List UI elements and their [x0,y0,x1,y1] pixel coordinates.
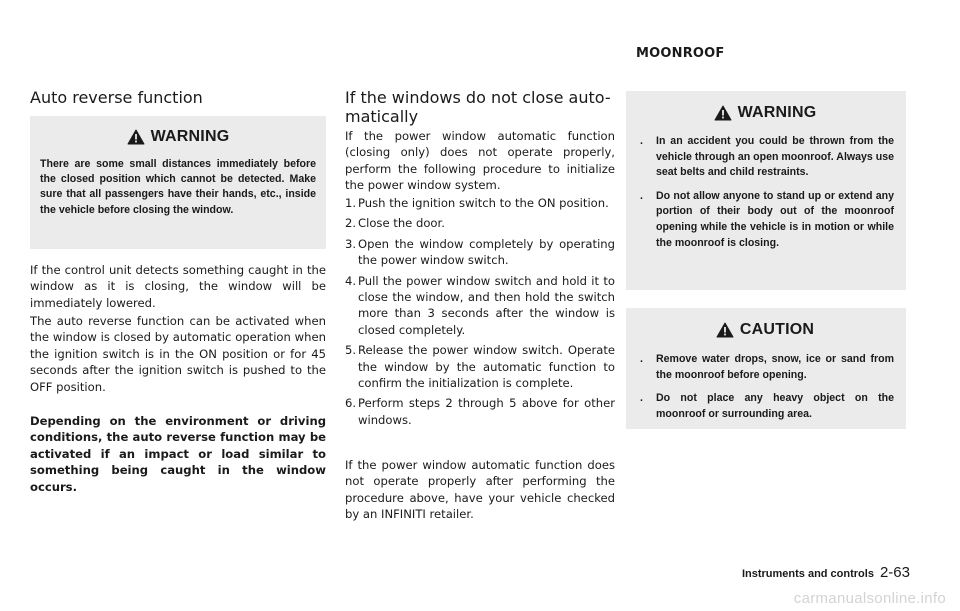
step-number: 5. [345,343,357,358]
step-item [345,215,615,231]
step-text: Perform steps 2 through 5 above for other windows. [358,396,615,427]
bullet: . [640,135,643,147]
bullet: . [640,189,643,202]
warning-triangle-icon [127,129,145,145]
step-text: Pull the power window switch and hold it to close the window, and then hold the switch more than 3 seconds after the window is closed completely. [358,273,615,337]
page-footer [742,564,910,581]
paragraph-outro: If the power window automatic function does not operate properly after performing the procedure above, have your vehicle checked by an INFINITI retailer. [345,458,615,522]
warning-item-text: In an accident you could be thrown from the vehicle through an open moonroof. Always use seat belts and child restraints. [656,135,894,179]
warning-triangle-icon [714,105,732,121]
bullet: . [640,353,643,365]
warning-item [636,134,894,181]
step-number: 1. [345,196,357,210]
paragraph-detects: If the control unit detects something caught in the window as it is closing, the window will be immediately lowered. [30,263,326,310]
page-number: 2-63 [879,564,910,581]
warning-triangle-icon [716,322,734,338]
warning-box-moonroof [626,91,906,290]
step-text: Open the window completely by operating the power window switch. [358,236,615,268]
caution-header [636,321,894,339]
paragraph-intro: If the power window automatic function (closing only) does not operate properly, perform the following procedure to initialize the power window system. [345,129,615,193]
step-number: 6. [345,396,357,411]
caution-item-text: Remove water drops, snow, ice or sand from the moonroof before opening. [656,353,894,381]
warning-title: WARNING [737,104,817,121]
caution-box-moonroof [626,308,906,429]
heading-line-1: If the windows do not close auto- [345,88,611,107]
caution-list [636,352,894,422]
step-number: 2. [345,216,357,231]
paragraph-activation: The auto reverse function can be activated when the window is closed by automatic operation when the ignition switch is in the ON position or for 45 seconds after the ignition switch is pushed to the OFF position. [30,314,326,394]
step-number: 3. [345,236,357,251]
step-text: Release the power window switch. Operate the window by the automatic function to confirm the initialization is complete. [358,343,615,391]
warning-title: WARNING [150,128,230,145]
warning-list [636,134,894,251]
watermark-text: carmanualsonline.info [793,590,946,607]
caution-item-text: Do not place any heavy object on the moonroof or surrounding area. [656,392,894,420]
warning-text: There are some small distances immediately before the closed position which cannot be detected. Make sure that all passengers have their hands, etc., inside the vehicle before closing the window. [40,158,316,216]
heading-line-2: matically [345,107,419,126]
step-item [345,236,615,269]
warning-box-auto-reverse [30,116,326,249]
bullet: . [640,392,643,405]
step-item [345,395,615,428]
warning-header [636,104,894,122]
warning-item [636,189,894,251]
step-text: Close the door. [358,216,445,231]
heading-auto-reverse: Auto reverse function [30,88,203,107]
warning-header [40,128,316,146]
caution-title: CAUTION [739,321,815,338]
footer-section: Instruments and controls [741,568,874,580]
step-item [345,342,615,391]
section-title-moonroof: MOONROOF [636,46,725,61]
step-item [345,273,615,339]
step-item [345,195,615,211]
caution-item [636,352,894,383]
warning-item-text: Do not allow anyone to stand up or extend any portion of their body out of the moonroof opening while the vehicle is in motion or while the moonroof is closing. [656,189,894,249]
caution-item [636,391,894,422]
step-text: Push the ignition switch to the ON position. [358,196,609,210]
procedure-steps [345,195,615,432]
heading-windows-not-close [345,88,615,126]
step-number: 4. [345,273,357,288]
paragraph-conditions: Depending on the environment or driving conditions, the auto reverse function may be activated if an impact or load similar to something being caught in the window occurs. [30,414,326,494]
